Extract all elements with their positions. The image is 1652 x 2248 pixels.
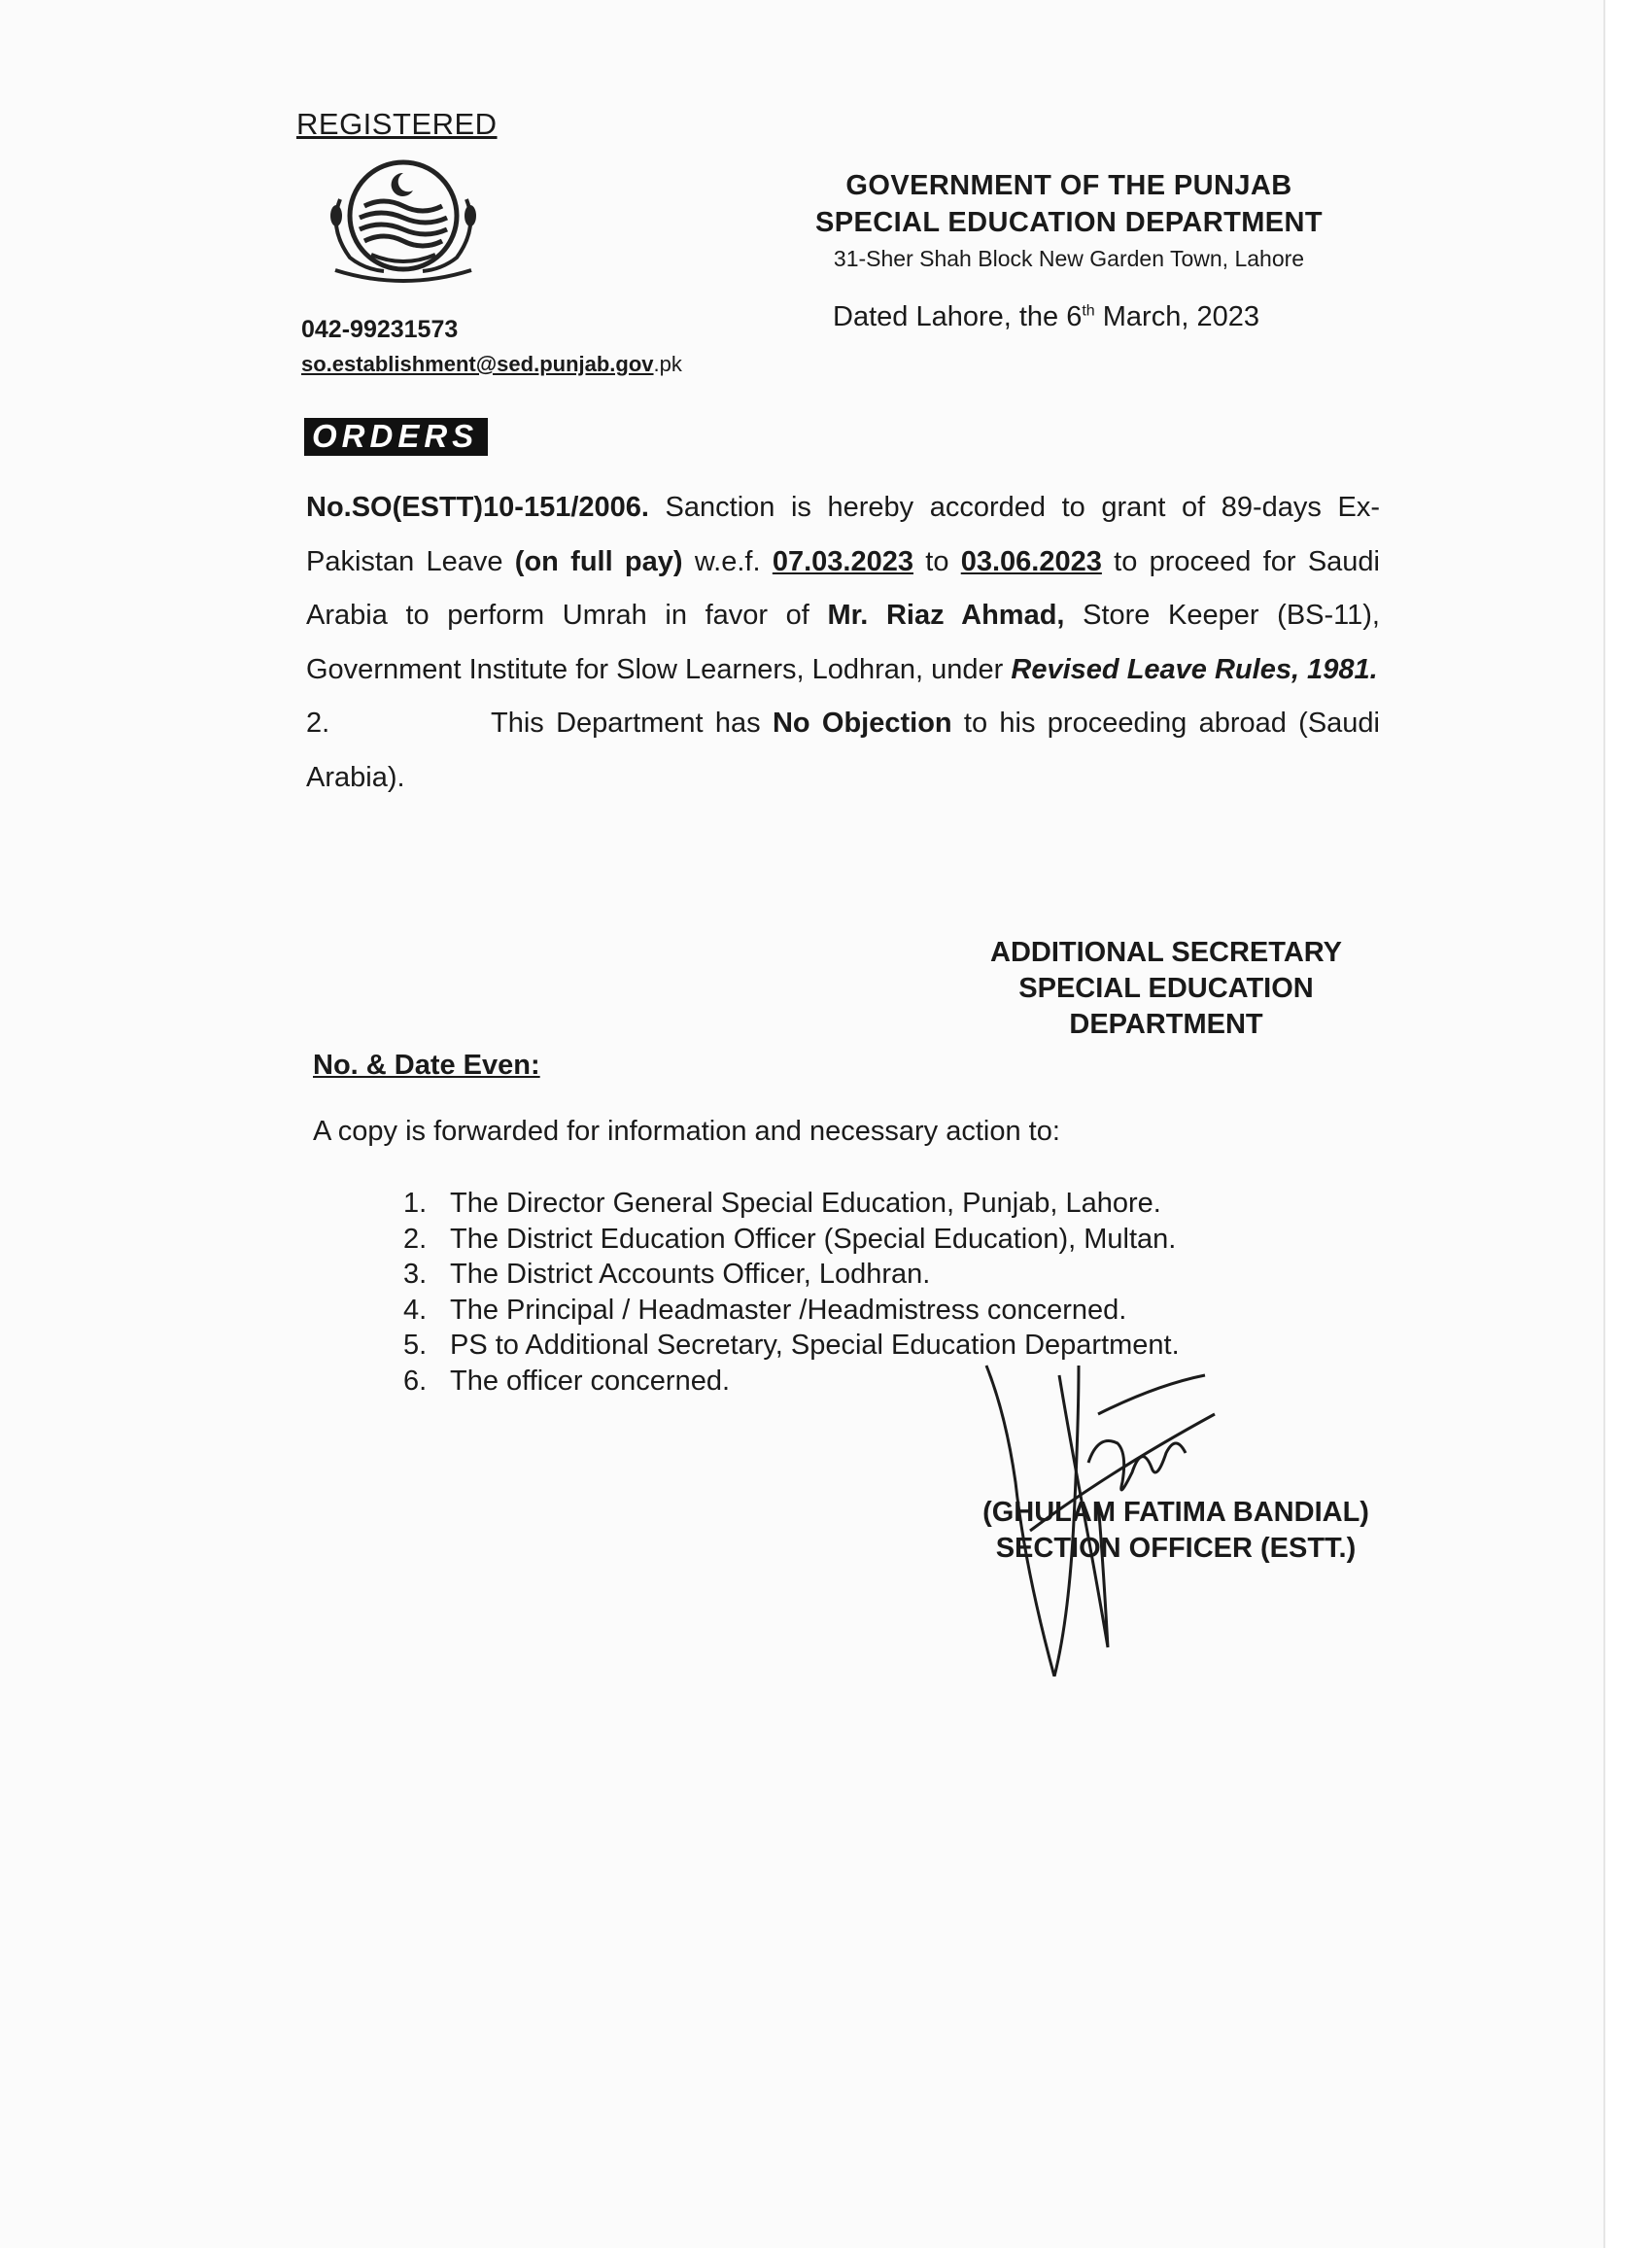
date-suffix: March, 2023 [1094, 301, 1259, 332]
additional-secretary-line3: DEPARTMENT [1069, 1009, 1263, 1040]
order-text: w.e.f. [682, 545, 773, 577]
registered-label: REGISTERED [296, 107, 498, 141]
list-item-number: 2. [403, 1223, 428, 1255]
list-item-number: 6. [403, 1365, 428, 1397]
date-ordinal: th [1082, 302, 1095, 320]
list-item-text: The Director General Special Education, Punjab, Lahore. [450, 1188, 1161, 1219]
order-text: Store Keeper (BS-11), Government Institute for Slow Learners, Lodhran, under [306, 600, 1380, 685]
department-title: SPECIAL EDUCATION DEPARTMENT [815, 207, 1323, 238]
list-item-text: The District Accounts Officer, Lodhran. [450, 1259, 931, 1290]
list-item [403, 1222, 1180, 1258]
government-title: GOVERNMENT OF THE PUNJAB [845, 170, 1292, 201]
email-suffix: .pk [653, 352, 682, 376]
order-paragraph-1 [306, 481, 1380, 697]
date-line [833, 301, 1259, 333]
department-address: 31-Sher Shah Block New Garden Town, Lahore [833, 246, 1305, 271]
order-text: to his proceeding abroad (Saudi Arabia). [306, 708, 1380, 793]
list-item-number: 3. [403, 1259, 428, 1290]
department-heading [797, 167, 1341, 274]
handwritten-signature [972, 1356, 1224, 1677]
list-item-text: The District Education Officer (Special Education), Multan. [450, 1223, 1177, 1255]
email-line [301, 352, 682, 377]
list-item-text: The Principal / Headmaster /Headmistress concerned. [450, 1294, 1127, 1326]
order-text: Sanction is hereby accorded to grant of 89-days Ex-Pakistan Leave [306, 492, 1380, 577]
list-item-text: PS to Additional Secretary, Special Education Department. [450, 1330, 1180, 1361]
signatory-name: (GHULAM FATIMA BANDIAL) [982, 1497, 1369, 1528]
date-from: 07.03.2023 [772, 545, 913, 577]
leave-rules: Revised Leave Rules, 1981. [1011, 653, 1378, 685]
full-pay: (on full pay) [514, 545, 683, 577]
no-date-even-heading: No. & Date Even: [313, 1050, 540, 1081]
additional-secretary-line2: SPECIAL EDUCATION [1018, 973, 1314, 1004]
punjab-government-logo [311, 156, 496, 292]
date-prefix: Dated Lahore, the 6 [833, 301, 1083, 332]
copy-intro: A copy is forwarded for information and necessary action to: [313, 1116, 1060, 1147]
order-paragraph-2 [306, 697, 1380, 805]
list-item-number: 4. [403, 1294, 428, 1326]
reference-number: No.SO(ESTT)10-151/2006. [306, 492, 649, 523]
list-item [403, 1186, 1180, 1222]
order-text: to proceed for Saudi Arabia to perform Umrah in favor of [306, 545, 1380, 631]
paragraph-number: 2. [306, 708, 330, 739]
list-item-number: 1. [403, 1188, 428, 1219]
list-item [403, 1257, 1180, 1293]
list-item-text: The officer concerned. [450, 1365, 731, 1397]
email-address[interactable]: so.establishment@sed.punjab.gov [301, 352, 654, 376]
phone-number: 042-99231573 [301, 316, 459, 343]
order-text: This Department has [491, 708, 773, 739]
order-text: to [912, 545, 961, 577]
list-item [403, 1293, 1180, 1329]
additional-secretary-line1: ADDITIONAL SECRETARY [990, 937, 1342, 968]
employee-name: Mr. Riaz Ahmad, [827, 600, 1065, 631]
no-objection: No Objection [772, 708, 952, 739]
additional-secretary-block [952, 935, 1380, 1043]
date-to: 03.06.2023 [960, 545, 1102, 577]
orders-label: ORDERS [304, 418, 488, 456]
order-body [306, 481, 1380, 805]
list-item-number: 5. [403, 1330, 428, 1361]
signatory-title: SECTION OFFICER (ESTT.) [995, 1533, 1357, 1564]
